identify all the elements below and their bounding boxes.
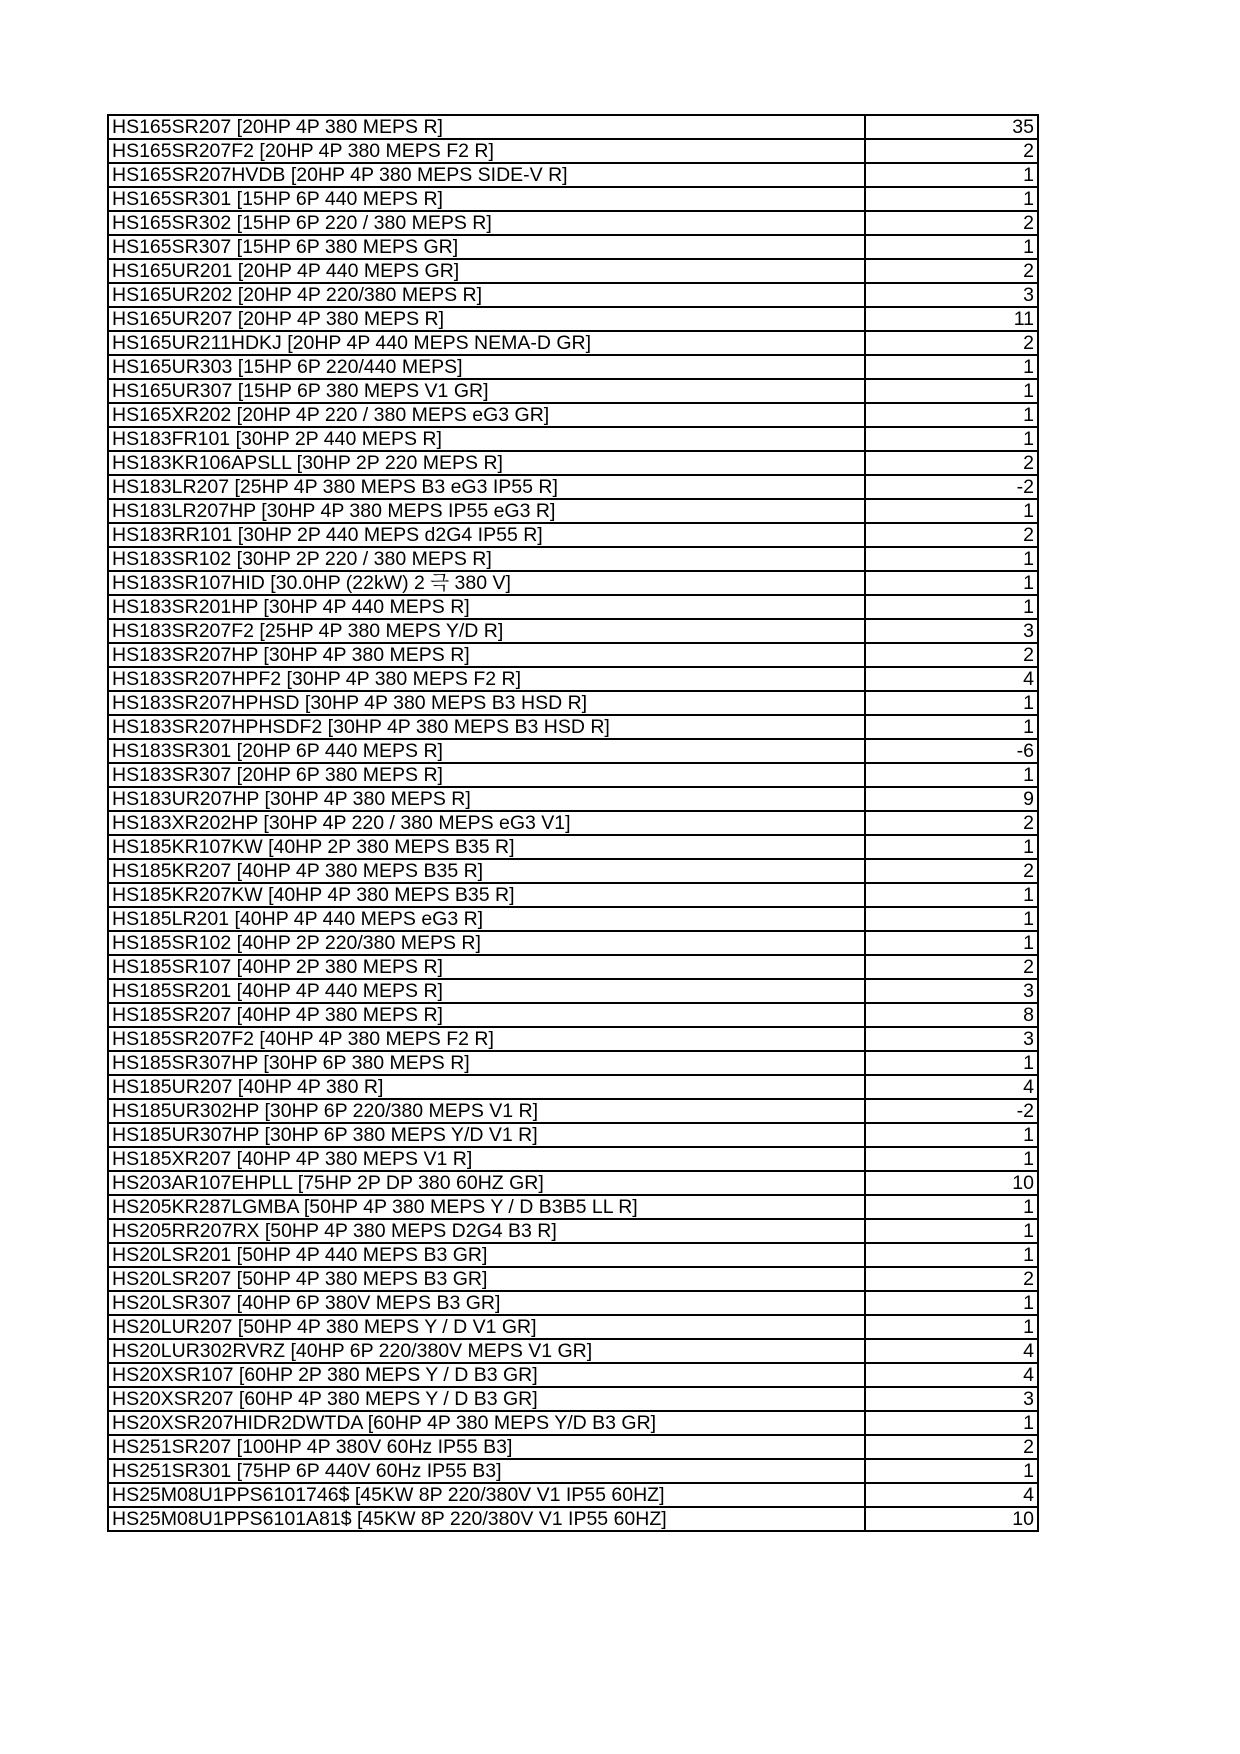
table-row: [108, 475, 1038, 499]
table-row: [108, 1291, 1038, 1315]
table-row: [108, 1411, 1038, 1435]
table-row: [108, 571, 1038, 595]
product-description-cell: HS25M08U1PPS6101A81$ [45KW 8P 220/380V V1 IP55 60HZ]: [108, 1507, 865, 1531]
product-description-cell: HS165UR303 [15HP 6P 220/440 MEPS]: [108, 355, 865, 379]
product-description-cell: HS183RR101 [30HP 2P 440 MEPS d2G4 IP55 R]: [108, 523, 865, 547]
product-description-cell: HS183LR207HP [30HP 4P 380 MEPS IP55 eG3 R]: [108, 499, 865, 523]
quantity-cell: 2: [865, 1267, 1038, 1291]
table-row: [108, 139, 1038, 163]
product-description-cell: HS185SR102 [40HP 2P 220/380 MEPS R]: [108, 931, 865, 955]
table-row: [108, 211, 1038, 235]
table-row: [108, 1099, 1038, 1123]
product-description-cell: HS185SR107 [40HP 2P 380 MEPS R]: [108, 955, 865, 979]
table-row: [108, 595, 1038, 619]
table-row: [108, 259, 1038, 283]
quantity-cell: 1: [865, 1195, 1038, 1219]
product-description-cell: HS183SR107HID [30.0HP (22kW) 2 극 380 V]: [108, 571, 865, 595]
table-row: [108, 1315, 1038, 1339]
table-row: [108, 115, 1038, 139]
product-description-cell: HS203AR107EHPLL [75HP 2P DP 380 60HZ GR]: [108, 1171, 865, 1195]
table-row: [108, 1507, 1038, 1531]
quantity-cell: 1: [865, 1411, 1038, 1435]
table-row: [108, 1075, 1038, 1099]
product-description-cell: HS183SR207HPF2 [30HP 4P 380 MEPS F2 R]: [108, 667, 865, 691]
quantity-cell: 4: [865, 667, 1038, 691]
product-description-cell: HS20LUR207 [50HP 4P 380 MEPS Y / D V1 GR]: [108, 1315, 865, 1339]
quantity-cell: 1: [865, 1315, 1038, 1339]
table-row: [108, 283, 1038, 307]
table-row: [108, 1003, 1038, 1027]
product-description-cell: HS20XSR107 [60HP 2P 380 MEPS Y / D B3 GR]: [108, 1363, 865, 1387]
quantity-cell: 8: [865, 1003, 1038, 1027]
product-description-cell: HS185KR107KW [40HP 2P 380 MEPS B35 R]: [108, 835, 865, 859]
product-description-cell: HS185XR207 [40HP 4P 380 MEPS V1 R]: [108, 1147, 865, 1171]
quantity-cell: 4: [865, 1075, 1038, 1099]
quantity-cell: 1: [865, 163, 1038, 187]
table-row: [108, 1027, 1038, 1051]
table-row: [108, 1123, 1038, 1147]
table-row: [108, 715, 1038, 739]
table-row: [108, 1051, 1038, 1075]
product-description-cell: HS165SR301 [15HP 6P 440 MEPS R]: [108, 187, 865, 211]
quantity-cell: 2: [865, 331, 1038, 355]
quantity-cell: 1: [865, 1459, 1038, 1483]
table-row: [108, 307, 1038, 331]
quantity-cell: 3: [865, 1387, 1038, 1411]
product-description-cell: HS20LSR207 [50HP 4P 380 MEPS B3 GR]: [108, 1267, 865, 1291]
quantity-cell: 1: [865, 1243, 1038, 1267]
quantity-cell: 9: [865, 787, 1038, 811]
quantity-cell: 3: [865, 979, 1038, 1003]
quantity-cell: 1: [865, 1219, 1038, 1243]
product-description-cell: HS251SR207 [100HP 4P 380V 60Hz IP55 B3]: [108, 1435, 865, 1459]
quantity-cell: -6: [865, 739, 1038, 763]
quantity-cell: 1: [865, 1123, 1038, 1147]
quantity-cell: 1: [865, 499, 1038, 523]
quantity-cell: 10: [865, 1171, 1038, 1195]
product-description-cell: HS165UR307 [15HP 6P 380 MEPS V1 GR]: [108, 379, 865, 403]
product-description-cell: HS165SR207HVDB [20HP 4P 380 MEPS SIDE-V R]: [108, 163, 865, 187]
product-description-cell: HS185UR307HP [30HP 6P 380 MEPS Y/D V1 R]: [108, 1123, 865, 1147]
product-description-cell: HS183SR102 [30HP 2P 220 / 380 MEPS R]: [108, 547, 865, 571]
table-row: [108, 523, 1038, 547]
product-description-cell: HS183SR201HP [30HP 4P 440 MEPS R]: [108, 595, 865, 619]
quantity-cell: 2: [865, 139, 1038, 163]
quantity-cell: 35: [865, 115, 1038, 139]
quantity-cell: 1: [865, 1051, 1038, 1075]
quantity-cell: 1: [865, 595, 1038, 619]
table-row: [108, 835, 1038, 859]
quantity-cell: 2: [865, 1435, 1038, 1459]
quantity-cell: 3: [865, 283, 1038, 307]
table-row: [108, 787, 1038, 811]
table-row: [108, 1147, 1038, 1171]
product-description-cell: HS20XSR207 [60HP 4P 380 MEPS Y / D B3 GR]: [108, 1387, 865, 1411]
quantity-cell: 1: [865, 547, 1038, 571]
product-description-cell: HS183KR106APSLL [30HP 2P 220 MEPS R]: [108, 451, 865, 475]
table-row: [108, 931, 1038, 955]
table-row: [108, 235, 1038, 259]
table-row: [108, 667, 1038, 691]
quantity-cell: 11: [865, 307, 1038, 331]
table-row: [108, 955, 1038, 979]
product-description-cell: HS20XSR207HIDR2DWTDA [60HP 4P 380 MEPS Y/D B3 GR]: [108, 1411, 865, 1435]
table-row: [108, 1363, 1038, 1387]
product-description-cell: HS165SR207 [20HP 4P 380 MEPS R]: [108, 115, 865, 139]
product-description-cell: HS185SR207 [40HP 4P 380 MEPS R]: [108, 1003, 865, 1027]
inventory-sheet: [107, 114, 1037, 1532]
product-description-cell: HS183SR207F2 [25HP 4P 380 MEPS Y/D R]: [108, 619, 865, 643]
product-description-cell: HS185SR207F2 [40HP 4P 380 MEPS F2 R]: [108, 1027, 865, 1051]
product-description-cell: HS185KR207KW [40HP 4P 380 MEPS B35 R]: [108, 883, 865, 907]
product-description-cell: HS185LR201 [40HP 4P 440 MEPS eG3 R]: [108, 907, 865, 931]
quantity-cell: 1: [865, 931, 1038, 955]
quantity-cell: 4: [865, 1339, 1038, 1363]
quantity-cell: 2: [865, 859, 1038, 883]
table-row: [108, 1219, 1038, 1243]
inventory-table: [107, 114, 1039, 1532]
quantity-cell: 1: [865, 427, 1038, 451]
quantity-cell: 2: [865, 451, 1038, 475]
table-row: [108, 499, 1038, 523]
quantity-cell: 3: [865, 619, 1038, 643]
product-description-cell: HS165UR201 [20HP 4P 440 MEPS GR]: [108, 259, 865, 283]
table-row: [108, 331, 1038, 355]
table-row: [108, 859, 1038, 883]
quantity-cell: 1: [865, 835, 1038, 859]
table-row: [108, 907, 1038, 931]
quantity-cell: 4: [865, 1483, 1038, 1507]
table-row: [108, 379, 1038, 403]
product-description-cell: HS165UR202 [20HP 4P 220/380 MEPS R]: [108, 283, 865, 307]
quantity-cell: 1: [865, 1147, 1038, 1171]
quantity-cell: -2: [865, 475, 1038, 499]
product-description-cell: HS165SR307 [15HP 6P 380 MEPS GR]: [108, 235, 865, 259]
quantity-cell: 1: [865, 715, 1038, 739]
quantity-cell: 10: [865, 1507, 1038, 1531]
product-description-cell: HS205KR287LGMBA [50HP 4P 380 MEPS Y / D B3B5 LL R]: [108, 1195, 865, 1219]
table-row: [108, 1243, 1038, 1267]
quantity-cell: 2: [865, 811, 1038, 835]
quantity-cell: 4: [865, 1363, 1038, 1387]
table-row: [108, 427, 1038, 451]
product-description-cell: HS165SR207F2 [20HP 4P 380 MEPS F2 R]: [108, 139, 865, 163]
product-description-cell: HS165XR202 [20HP 4P 220 / 380 MEPS eG3 GR]: [108, 403, 865, 427]
product-description-cell: HS25M08U1PPS6101746$ [45KW 8P 220/380V V1 IP55 60HZ]: [108, 1483, 865, 1507]
product-description-cell: HS20LSR201 [50HP 4P 440 MEPS B3 GR]: [108, 1243, 865, 1267]
product-description-cell: HS165SR302 [15HP 6P 220 / 380 MEPS R]: [108, 211, 865, 235]
product-description-cell: HS183FR101 [30HP 2P 440 MEPS R]: [108, 427, 865, 451]
quantity-cell: 1: [865, 763, 1038, 787]
product-description-cell: HS183SR207HPHSDF2 [30HP 4P 380 MEPS B3 HSD R]: [108, 715, 865, 739]
table-row: [108, 979, 1038, 1003]
quantity-cell: 1: [865, 235, 1038, 259]
product-description-cell: HS185SR201 [40HP 4P 440 MEPS R]: [108, 979, 865, 1003]
table-row: [108, 187, 1038, 211]
quantity-cell: 1: [865, 403, 1038, 427]
table-row: [108, 451, 1038, 475]
quantity-cell: 3: [865, 1027, 1038, 1051]
product-description-cell: HS183SR207HPHSD [30HP 4P 380 MEPS B3 HSD R]: [108, 691, 865, 715]
quantity-cell: 2: [865, 523, 1038, 547]
product-description-cell: HS165UR207 [20HP 4P 380 MEPS R]: [108, 307, 865, 331]
quantity-cell: 1: [865, 1291, 1038, 1315]
quantity-cell: 1: [865, 379, 1038, 403]
table-row: [108, 403, 1038, 427]
quantity-cell: 2: [865, 211, 1038, 235]
table-row: [108, 1435, 1038, 1459]
quantity-cell: 2: [865, 643, 1038, 667]
inventory-table-body: [108, 115, 1038, 1531]
table-row: [108, 1339, 1038, 1363]
table-row: [108, 811, 1038, 835]
product-description-cell: HS183SR307 [20HP 6P 380 MEPS R]: [108, 763, 865, 787]
quantity-cell: -2: [865, 1099, 1038, 1123]
table-row: [108, 763, 1038, 787]
quantity-cell: 2: [865, 259, 1038, 283]
product-description-cell: HS205RR207RX [50HP 4P 380 MEPS D2G4 B3 R]: [108, 1219, 865, 1243]
quantity-cell: 1: [865, 691, 1038, 715]
table-row: [108, 1483, 1038, 1507]
product-description-cell: HS183SR207HP [30HP 4P 380 MEPS R]: [108, 643, 865, 667]
table-row: [108, 739, 1038, 763]
product-description-cell: HS185KR207 [40HP 4P 380 MEPS B35 R]: [108, 859, 865, 883]
table-row: [108, 883, 1038, 907]
table-row: [108, 1459, 1038, 1483]
product-description-cell: HS183XR202HP [30HP 4P 220 / 380 MEPS eG3 V1]: [108, 811, 865, 835]
quantity-cell: 1: [865, 883, 1038, 907]
table-row: [108, 547, 1038, 571]
quantity-cell: 1: [865, 907, 1038, 931]
product-description-cell: HS185UR207 [40HP 4P 380 R]: [108, 1075, 865, 1099]
table-row: [108, 1267, 1038, 1291]
quantity-cell: 1: [865, 187, 1038, 211]
table-row: [108, 691, 1038, 715]
product-description-cell: HS20LUR302RVRZ [40HP 6P 220/380V MEPS V1 GR]: [108, 1339, 865, 1363]
table-row: [108, 1387, 1038, 1411]
table-row: [108, 163, 1038, 187]
quantity-cell: 2: [865, 955, 1038, 979]
table-row: [108, 355, 1038, 379]
product-description-cell: HS183UR207HP [30HP 4P 380 MEPS R]: [108, 787, 865, 811]
product-description-cell: HS185UR302HP [30HP 6P 220/380 MEPS V1 R]: [108, 1099, 865, 1123]
table-row: [108, 1195, 1038, 1219]
table-row: [108, 619, 1038, 643]
product-description-cell: HS183LR207 [25HP 4P 380 MEPS B3 eG3 IP55 R]: [108, 475, 865, 499]
table-row: [108, 1171, 1038, 1195]
product-description-cell: HS185SR307HP [30HP 6P 380 MEPS R]: [108, 1051, 865, 1075]
table-row: [108, 643, 1038, 667]
product-description-cell: HS20LSR307 [40HP 6P 380V MEPS B3 GR]: [108, 1291, 865, 1315]
quantity-cell: 1: [865, 355, 1038, 379]
product-description-cell: HS165UR211HDKJ [20HP 4P 440 MEPS NEMA-D GR]: [108, 331, 865, 355]
product-description-cell: HS251SR301 [75HP 6P 440V 60Hz IP55 B3]: [108, 1459, 865, 1483]
product-description-cell: HS183SR301 [20HP 6P 440 MEPS R]: [108, 739, 865, 763]
quantity-cell: 1: [865, 571, 1038, 595]
